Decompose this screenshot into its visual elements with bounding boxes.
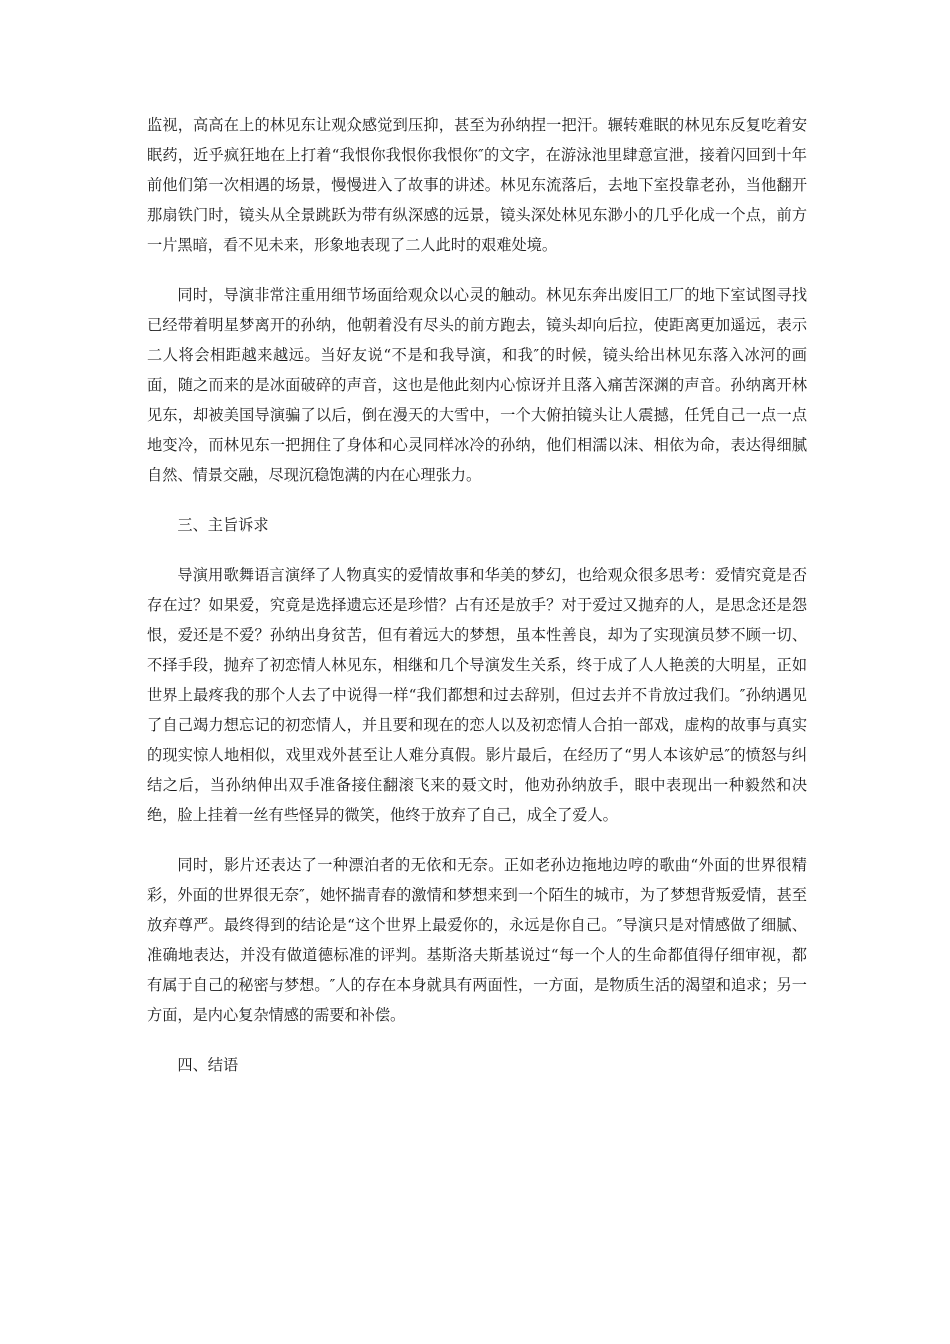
paragraph-continued-surveillance: 监视，高高在上的林见东让观众感觉到压抑，甚至为孙纳捏一把汗。辗转难眠的林见东反复吃着安眠药，近乎疯狂地在上打着“我恨你我恨你我恨你″的文字，在游泳池里肆意宣泄，接着闪回到十年前他们第一次相遇的场景，慢慢进入了故事的讲述。林见东流落后，去地下室投靠老孙，当他翻开那扇铁门时，镜头从全景跳跃为带有纵深感的远景，镜头深处林见东渺小的几乎化成一个点，前方一片黑暗，看不见未来，形象地表现了二人此时的艰难处境。: [147, 116, 807, 254]
section-heading-theme: 三、主旨诉求: [177, 516, 269, 534]
paragraph-detail-scenes: 同时，导演非常注重用细节场面给观众以心灵的触动。林见东奔出废旧工厂的地下室试图寻找已经带着明星梦离开的孙纳，他朝着没有尽头的前方跑去，镜头却向后拉，使距离更加遥远，表示二人将会相距越来越远。当好友说“不是和我导演，和我″的时候，镜头给出林见东落入冰河的画面，随之而来的是冰面破碎的声音，这也是他此刻内心惊讶并且落入痛苦深渊的声音。孙纳离开林见东，却被美国导演骗了以后，倒在漫天的大雪中，一个大俯拍镜头让人震撼，任凭自己一点一点地变冷，而林见东一把拥住了身体和心灵同样冰冷的孙纳，他们相濡以沫、相依为命，表达得细腻自然、情景交融，尽现沉稳饱满的内在心理张力。: [147, 286, 807, 484]
paragraph-love-story: 导演用歌舞语言演绎了人物真实的爱情故事和华美的梦幻，也给观众很多思考：爱情究竟是否存在过？如果爱，究竟是选择遗忘还是珍惜？占有还是放手？对于爱过又抛弃的人，是思念还是怨恨，爱还是不爱？孙纳出身贫苦，但有着远大的梦想，虽本性善良，却为了实现演员梦不顾一切、不择手段，抛弃了初恋情人林见东，相继和几个导演发生关系，终于成了人人艳羡的大明星，正如世界上最疼我的那个人去了中说得一样“我们都想和过去辞别，但过去并不肯放过我们。″孙纳遇见了自己竭力想忘记的初恋情人，并且要和现在的恋人以及初恋情人合拍一部戏，虚构的故事与真实的现实惊人地相似，戏里戏外甚至让人难分真假。影片最后，在经历了“男人本该妒忌″的愤怒与纠结之后，当孙纳伸出双手准备接住翻滚飞来的聂文时，他劝孙纳放手，眼中表现出一种毅然和决绝，脸上挂着一丝有些怪异的微笑，他终于放弃了自己，成全了爱人。: [147, 566, 807, 824]
paragraph-wanderer: 同时，影片还表达了一种漂泊者的无依和无奈。正如老孙边拖地边哼的歌曲“外面的世界很精彩，外面的世界很无奈″，她怀揣青春的激情和梦想来到一个陌生的城市，为了梦想背叛爱情，甚至放弃尊严。最终得到的结论是“这个世界上最爱你的，永远是你自己。″导演只是对情感做了细腻、准确地表达，并没有做道德标准的评判。基斯洛夫斯基说过“每一个人的生命都值得仔细审视，都有属于自己的秘密与梦想。″人的存在本身就具有两面性，一方面，是物质生活的渴望和追求；另一方面，是内心复杂情感的需要和补偿。: [147, 856, 807, 1024]
document-body: [147, 110, 807, 1100]
section-heading-conclusion: 四、结语: [177, 1056, 239, 1074]
